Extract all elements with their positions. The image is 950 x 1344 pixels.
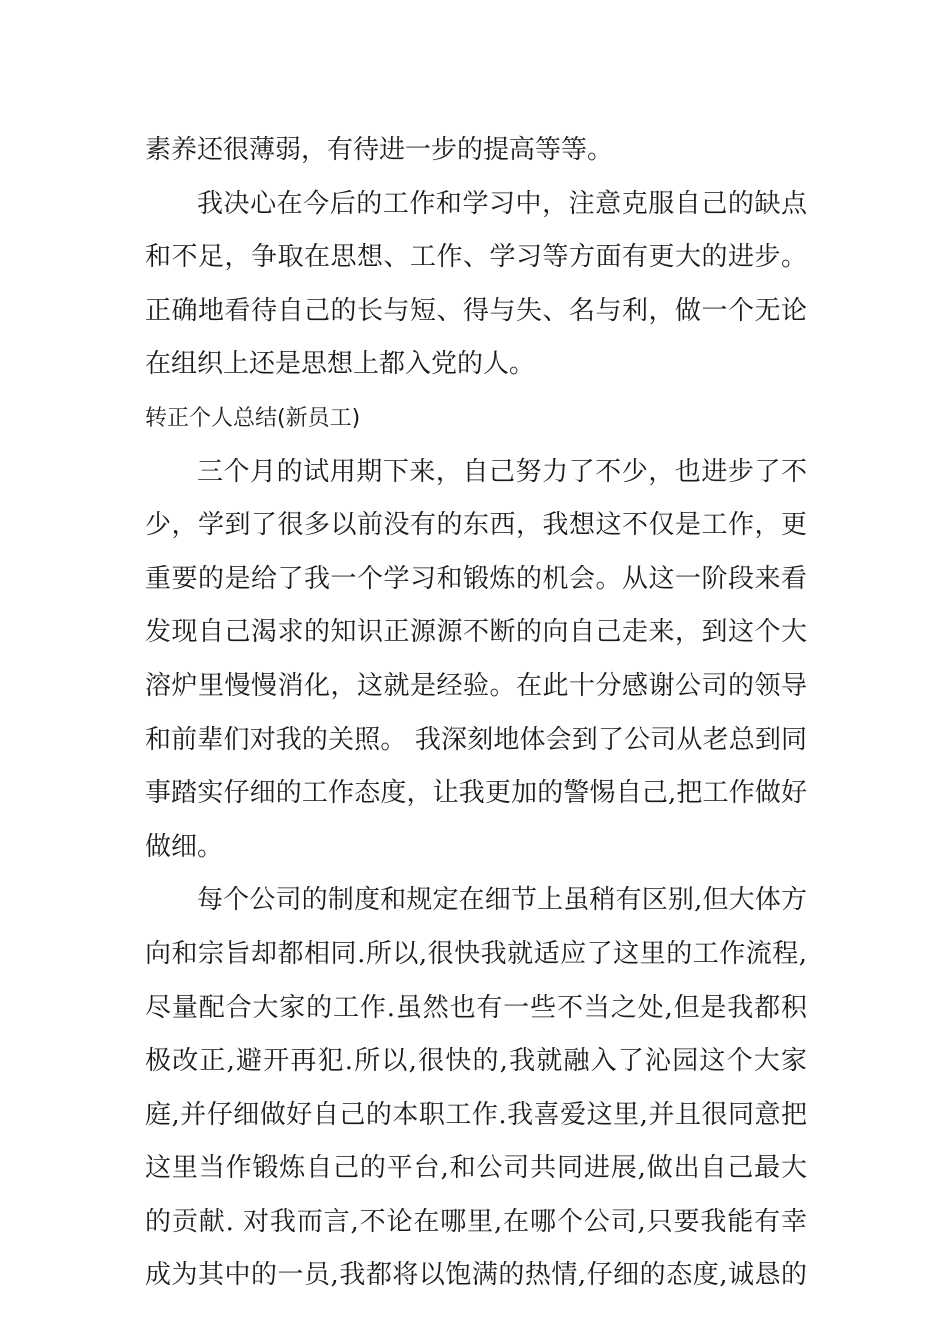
paragraph-line: 每个公司的制度和规定在细节上虽稍有区别,但大体方 bbox=[197, 885, 807, 916]
paragraph-line: 三个月的试用期下来，自己努力了不少，也进步了不 bbox=[197, 456, 807, 487]
document-body bbox=[145, 124, 807, 1303]
paragraph-line: 发现自己渴求的知识正源源不断的向自己走来，到这个大 bbox=[145, 617, 807, 648]
paragraph-line: 和前辈们对我的关照。 我深刻地体会到了公司从老总到同 bbox=[145, 724, 807, 755]
paragraph-line: 素养还很薄弱，有待进一步的提高等等。 bbox=[145, 135, 614, 165]
paragraph-line: 重要的是给了我一个学习和锻炼的机会。从这一阶段来看 bbox=[145, 563, 807, 594]
paragraph-line: 成为其中的一员,我都将以饱满的热情,仔细的态度,诚恳的 bbox=[145, 1260, 807, 1291]
paragraph-line: 向和宗旨却都相同.所以,很快我就适应了这里的工作流程, bbox=[145, 938, 807, 969]
paragraph-line: 做细。 bbox=[145, 831, 224, 862]
paragraph-line: 正确地看待自己的长与短、得与失、名与利，做一个无论 bbox=[145, 295, 807, 326]
paragraph-line: 极改正,避开再犯.所以,很快的,我就融入了沁园这个大家 bbox=[145, 1046, 807, 1077]
paragraph-line: 庭,并仔细做好自己的本职工作.我喜爱这里,并且很同意把 bbox=[145, 1099, 807, 1130]
paragraph-line: 的贡献. 对我而言,不论在哪里,在哪个公司,只要我能有幸 bbox=[145, 1206, 807, 1237]
paragraph-line: 少，学到了很多以前没有的东西，我想这不仅是工作，更 bbox=[145, 510, 807, 541]
paragraph-line: 尽量配合大家的工作.虽然也有一些不当之处,但是我都积 bbox=[145, 992, 807, 1023]
paragraph-line: 和不足，争取在思想、工作、学习等方面有更大的进步。 bbox=[145, 242, 807, 273]
paragraph-line: 在组织上还是思想上都入党的人。 bbox=[145, 349, 536, 380]
paragraph-line: 我决心在今后的工作和学习中，注意克服自己的缺点 bbox=[197, 188, 807, 219]
section-heading: 转正个人总结(新员工) bbox=[145, 405, 361, 431]
paragraph-line: 溶炉里慢慢消化，这就是经验。在此十分感谢公司的领导 bbox=[145, 670, 807, 701]
paragraph-line: 这里当作锻炼自己的平台,和公司共同进展,做出自己最大 bbox=[145, 1153, 807, 1184]
paragraph-line: 事踏实仔细的工作态度，让我更加的警惕自己,把工作做好 bbox=[145, 778, 807, 809]
